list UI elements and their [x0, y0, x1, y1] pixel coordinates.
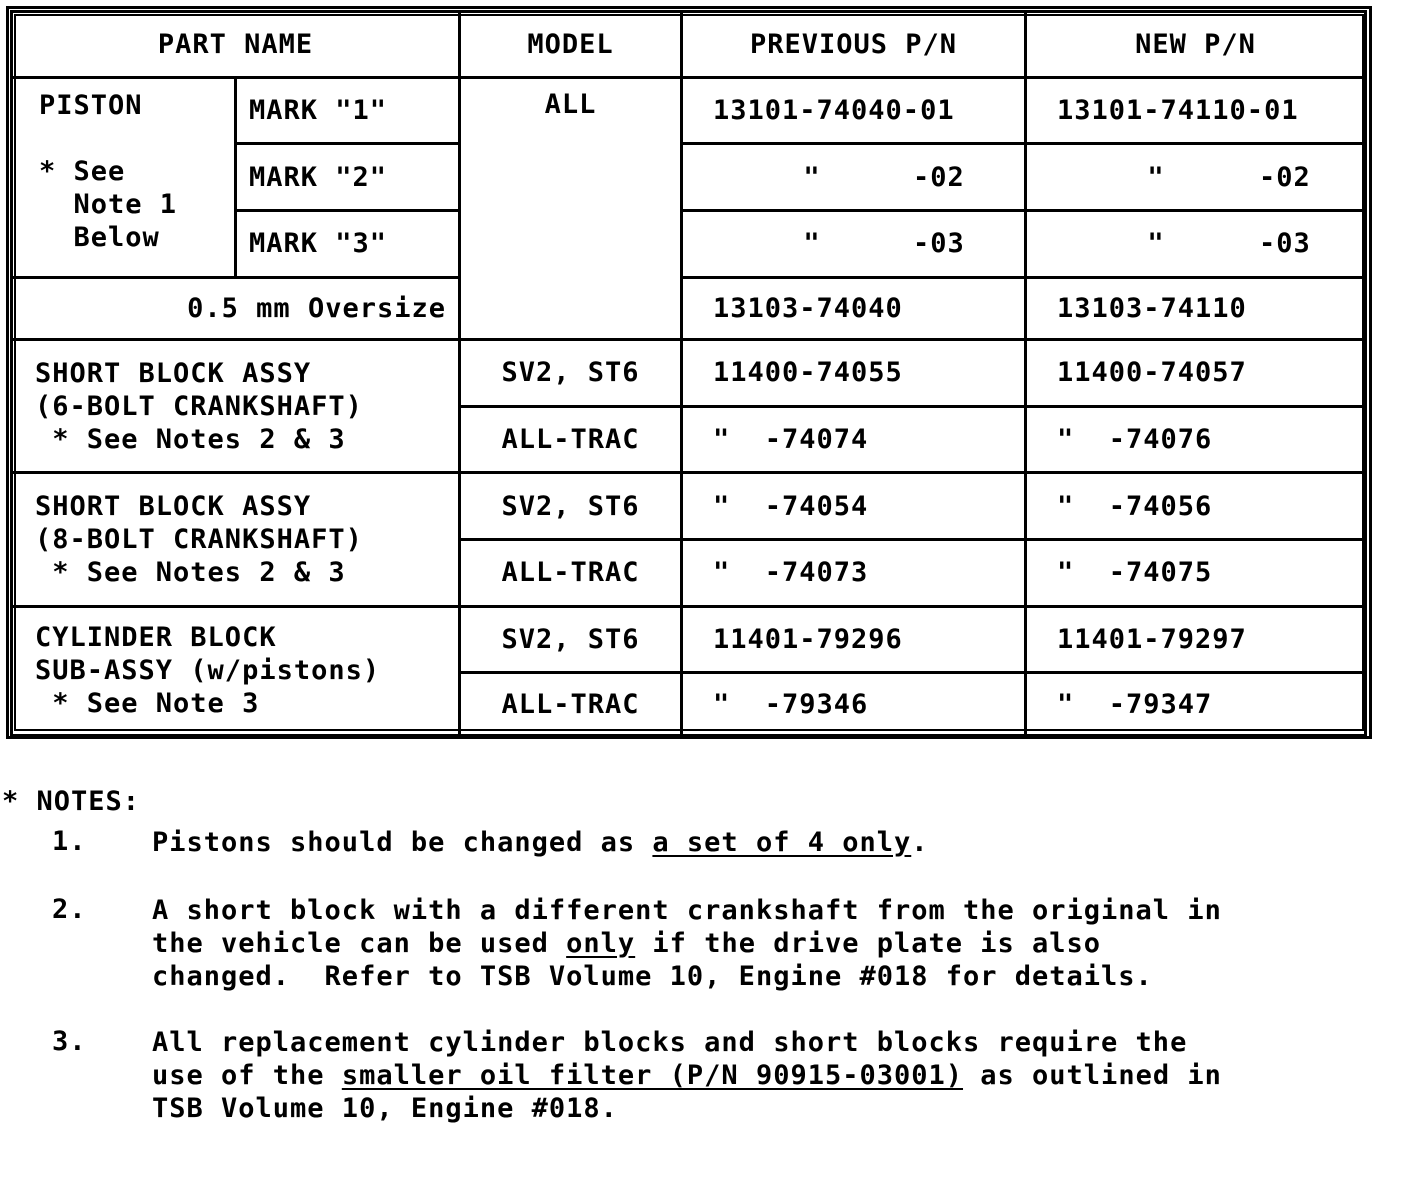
part-name-line: SHORT BLOCK ASSY [35, 491, 312, 523]
new-pn-cell: " -79347 [1026, 673, 1366, 736]
new-pn-cell: " -74076 [1026, 406, 1366, 473]
part-name-line: (6-BOLT CRANKSHAFT) [35, 390, 363, 422]
part-name-line: SUB-ASSY (w/pistons) [35, 655, 381, 687]
piston-oversize-new: 13103-74110 [1026, 277, 1366, 340]
table-row [12, 277, 1366, 340]
note-text-part: use of the [152, 1060, 342, 1091]
part-name-line: * See Notes 2 & 3 [35, 423, 346, 455]
header-previous-pn: PREVIOUS P/N [682, 12, 1026, 78]
model-cell: ALL-TRAC [460, 540, 682, 607]
piston-mark-3: MARK "3" [236, 210, 460, 277]
part-name-line: (8-BOLT CRANKSHAFT) [35, 524, 363, 556]
notes-title: * NOTES: [2, 786, 141, 817]
note-underlined-text: a set of 4 only [652, 827, 912, 858]
prev-pn-cell: 11401-79296 [682, 606, 1026, 673]
model-cell: SV2, ST6 [460, 340, 682, 407]
piston-name: PISTON [39, 89, 143, 121]
piston-mark-1: MARK "1" [236, 77, 460, 144]
ditto-mark: " [803, 228, 821, 260]
piston-mark-2: MARK "2" [236, 144, 460, 211]
prev-pn-cell: " -79346 [682, 673, 1026, 736]
note-text-part: Pistons should be changed as [152, 827, 653, 858]
cylinder-block-name [12, 606, 460, 735]
ditto-mark: " [1147, 161, 1165, 193]
note-number: 1. [52, 826, 87, 857]
header-model: MODEL [460, 12, 682, 78]
note-line: changed. Refer to TSB Volume 10, Engine #018 for details. [152, 961, 1153, 992]
new-pn-cell: " -74075 [1026, 540, 1366, 607]
piston-note-line: Note 1 [39, 188, 178, 220]
note-text-part: . [911, 827, 929, 858]
note-underlined-text: only [566, 928, 636, 959]
pn-suffix: -03 [1259, 228, 1311, 260]
piston-mark-1-prev: 13101-74040-01 [682, 77, 1026, 144]
model-cell: ALL-TRAC [460, 406, 682, 473]
ditto-mark: " [803, 161, 821, 193]
prev-pn-cell: " -74074 [682, 406, 1026, 473]
header-row [12, 12, 1366, 78]
prev-pn-cell: 11400-74055 [682, 340, 1026, 407]
new-pn-cell: 11401-79297 [1026, 606, 1366, 673]
prev-pn-cell: " -74073 [682, 540, 1026, 607]
table-row [12, 340, 1366, 407]
header-new-pn: NEW P/N [1026, 12, 1366, 78]
note-line: A short block with a different crankshaft from the original in [152, 895, 1222, 926]
part-name-line: CYLINDER BLOCK [35, 622, 277, 654]
ditto-mark: " [1147, 228, 1165, 260]
note-text-part: as outlined in [963, 1060, 1222, 1091]
part-name-line: * See Note 3 [35, 688, 260, 720]
note-text-part: if the drive plate is also [635, 928, 1102, 959]
piston-model: ALL [460, 77, 682, 340]
note-line: TSB Volume 10, Engine #018. [152, 1093, 618, 1124]
piston-mark-2-prev [682, 144, 1026, 211]
pn-suffix: -03 [913, 228, 965, 260]
model-cell: ALL-TRAC [460, 673, 682, 736]
model-cell: SV2, ST6 [460, 473, 682, 540]
pn-suffix: -02 [1259, 161, 1311, 193]
piston-mark-2-new [1026, 144, 1366, 211]
piston-oversize-label: 0.5 mm Oversize [12, 277, 460, 340]
note-text [152, 826, 929, 859]
header-part-name: PART NAME [12, 12, 460, 78]
note-line: All replacement cylinder blocks and short blocks require the [152, 1027, 1188, 1058]
part-name-line: * See Notes 2 & 3 [35, 557, 346, 589]
note-number: 3. [52, 1026, 87, 1057]
short-block-6-name [12, 340, 460, 473]
piston-oversize-prev: 13103-74040 [682, 277, 1026, 340]
parts-table [10, 10, 1367, 737]
table-row [12, 473, 1366, 540]
piston-name-cell [12, 77, 236, 277]
piston-note-line: * See [39, 155, 126, 187]
new-pn-cell: 11400-74057 [1026, 340, 1366, 407]
note-underlined-text: smaller oil filter (P/N 90915-03001) [341, 1060, 964, 1091]
note-text [152, 1026, 1222, 1125]
piston-note-line: Below [39, 221, 160, 253]
short-block-8-name [12, 473, 460, 606]
piston-mark-3-new [1026, 210, 1366, 277]
note-text [152, 894, 1222, 993]
table-row [12, 77, 1366, 144]
piston-mark-1-new: 13101-74110-01 [1026, 77, 1366, 144]
prev-pn-cell: " -74054 [682, 473, 1026, 540]
model-cell: SV2, ST6 [460, 606, 682, 673]
pn-suffix: -02 [913, 161, 965, 193]
piston-mark-3-prev [682, 210, 1026, 277]
note-text-part: the vehicle can be used [152, 928, 567, 959]
note-number: 2. [52, 894, 87, 925]
part-name-line: SHORT BLOCK ASSY [35, 357, 312, 389]
table-row [12, 606, 1366, 673]
new-pn-cell: " -74056 [1026, 473, 1366, 540]
